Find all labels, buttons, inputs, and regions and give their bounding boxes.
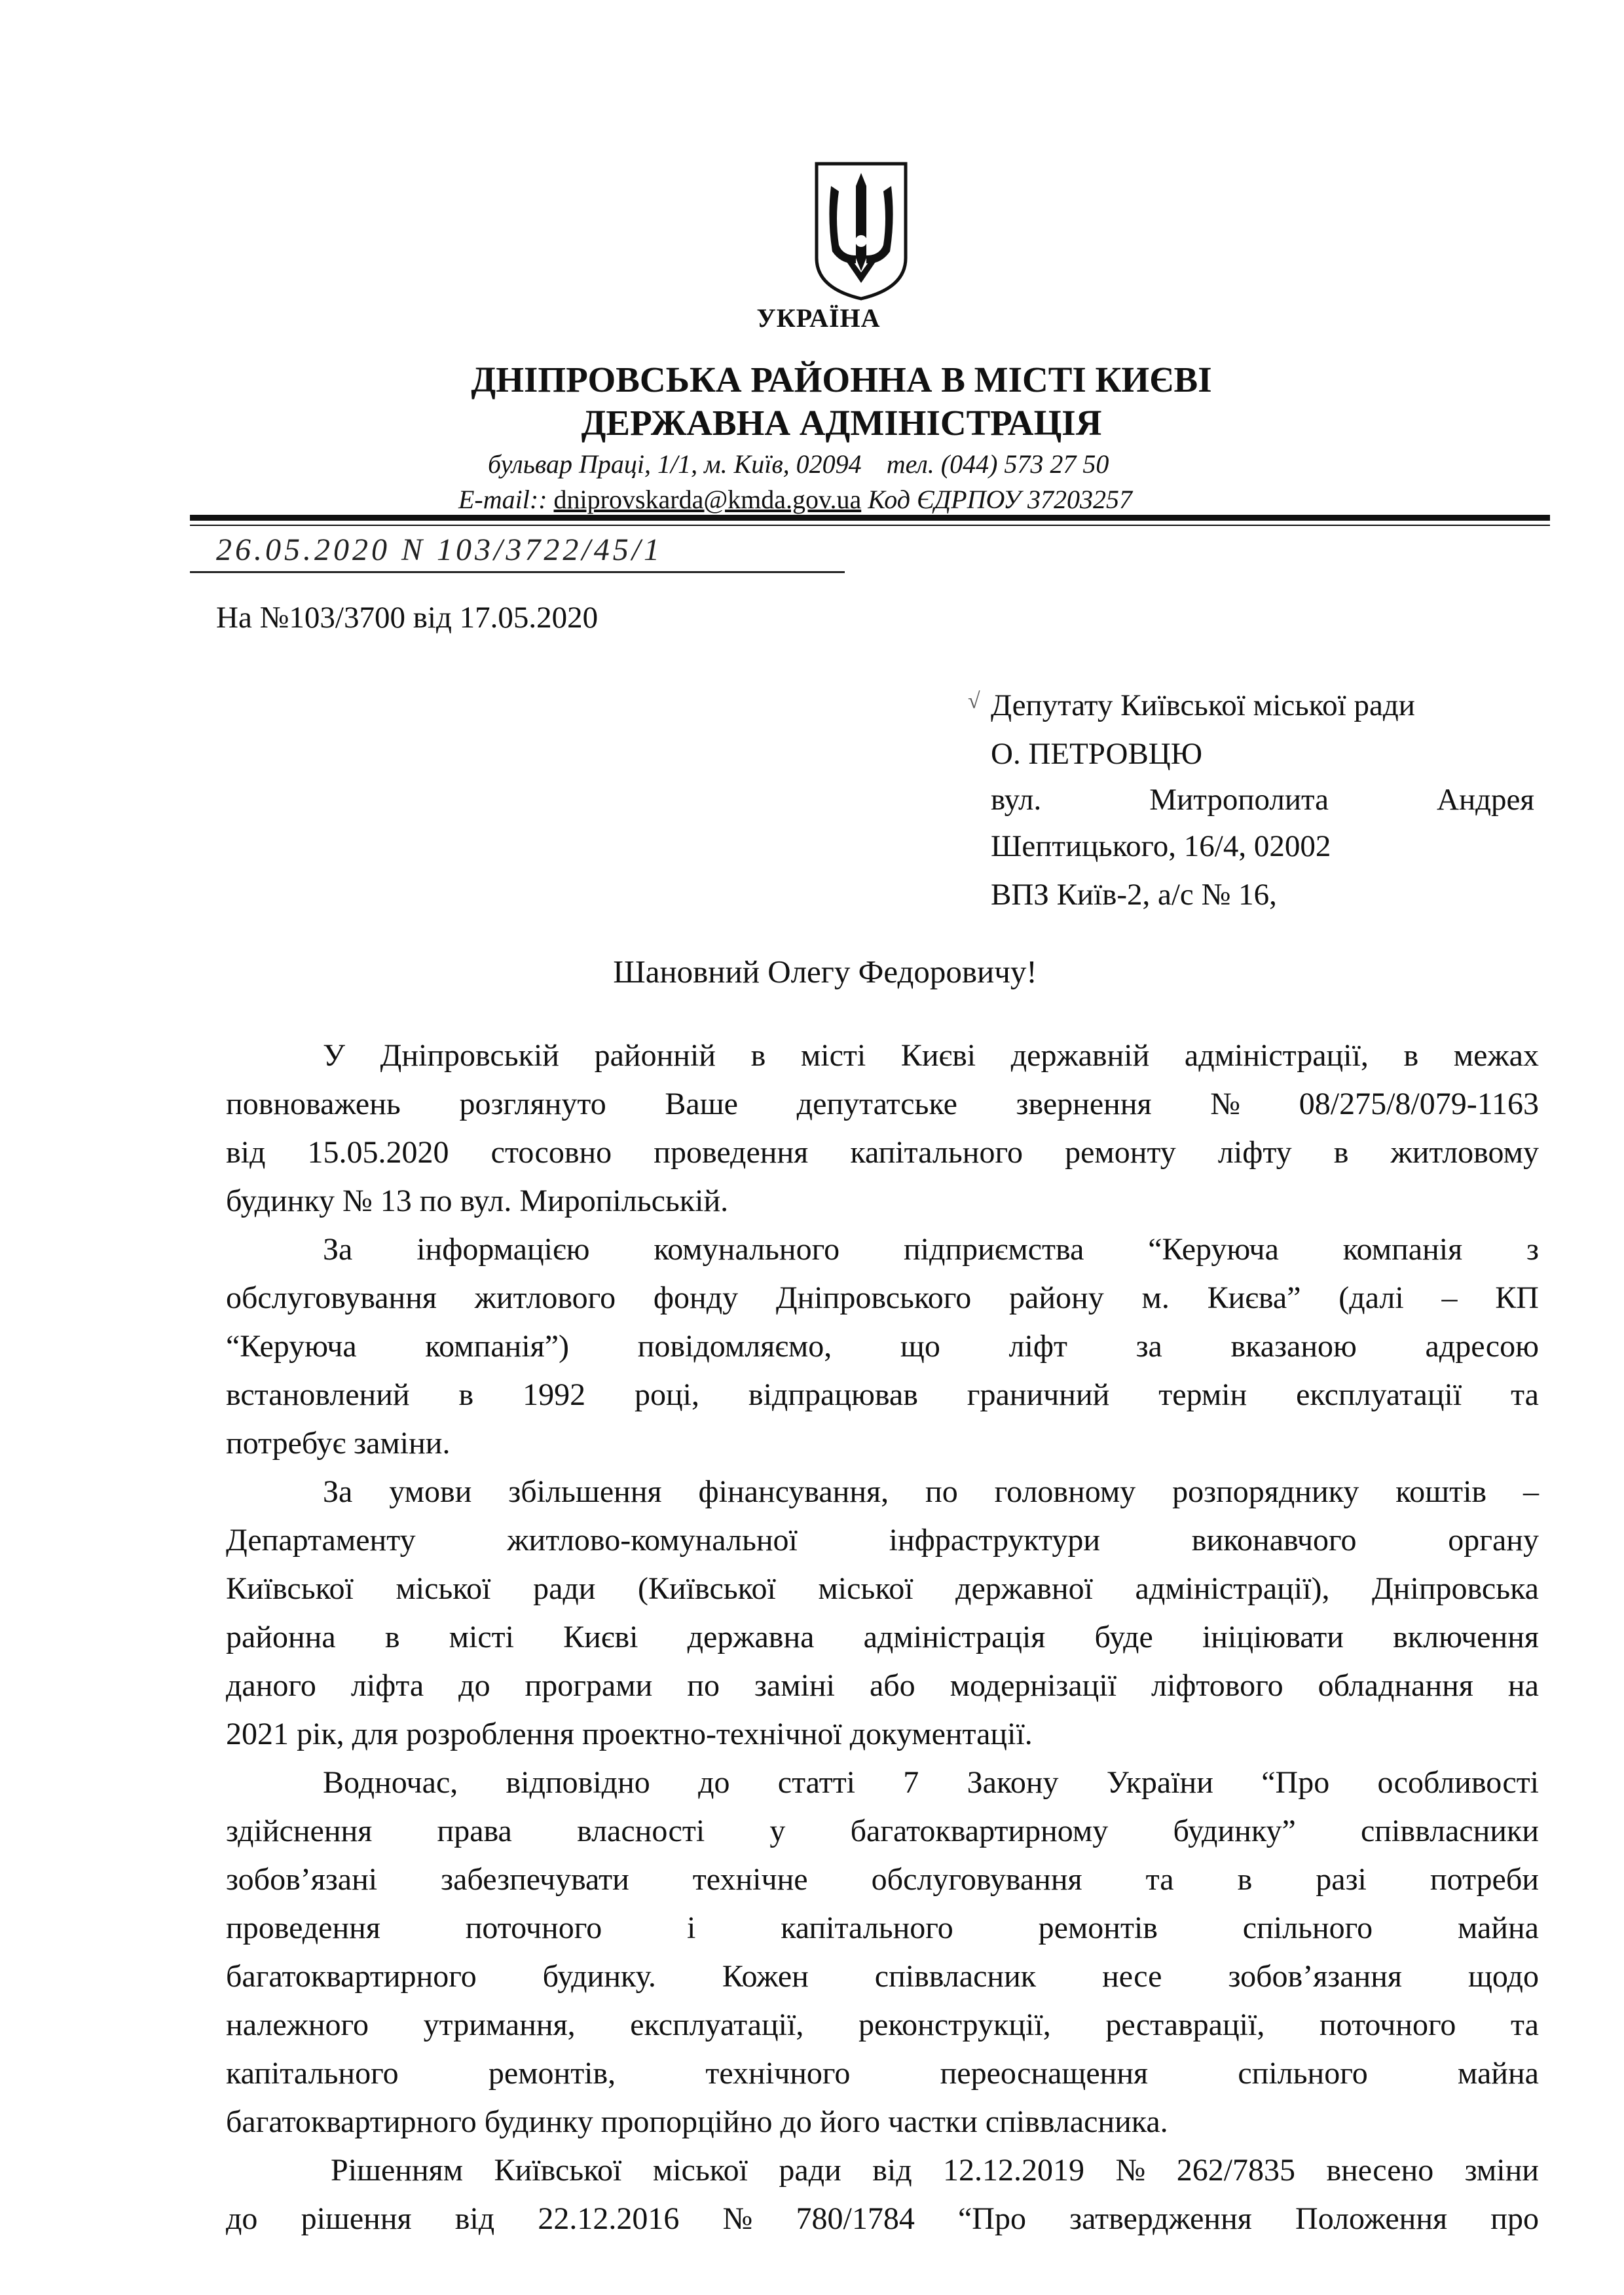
letter-body	[226, 1032, 1539, 2243]
body-word: капітального	[226, 2056, 399, 2091]
registration-underline	[190, 571, 845, 573]
body-word: комунального	[654, 1232, 840, 1267]
body-word: зобов’язання	[1228, 1959, 1402, 1994]
addressee-line: Шептицького, 16/4, 02002	[991, 829, 1331, 863]
body-line	[226, 1322, 1539, 1371]
body-word: права	[437, 1814, 512, 1848]
body-word: (далі	[1338, 1280, 1404, 1315]
body-line: будинку № 13 по вул. Миропільській.	[226, 1184, 729, 1218]
body-word: технічне	[692, 1862, 808, 1897]
organization-name-line2: ДЕРЖАВНА АДМІНІСТРАЦІЯ	[581, 403, 1102, 443]
body-word: районній	[594, 1038, 716, 1073]
body-word: 1992	[523, 1377, 586, 1412]
body-word: та	[1145, 1862, 1174, 1897]
body-word: ремонту	[1065, 1135, 1176, 1170]
body-word: щодо	[1467, 1959, 1539, 1994]
body-word: потреби	[1430, 1862, 1539, 1897]
body-word: році,	[634, 1377, 700, 1412]
body-word: Положення	[1295, 2201, 1448, 2236]
addressee-street-line	[991, 778, 1534, 822]
body-word: Дніпровська	[1372, 1571, 1539, 1606]
addressee-line: ВПЗ Київ-2, а/с № 16,	[991, 878, 1277, 912]
body-word: несе	[1102, 1959, 1162, 1994]
body-word: від	[226, 1135, 266, 1170]
body-word: “Про	[957, 2201, 1026, 2236]
body-word: за	[1135, 1329, 1162, 1364]
body-word: Дніпровського	[775, 1280, 972, 1315]
body-word: місті	[800, 1038, 866, 1073]
body-line	[226, 1613, 1539, 1662]
body-word: термін	[1158, 1377, 1247, 1412]
body-word: міської	[652, 2153, 748, 2188]
body-word: співвласники	[1361, 1814, 1539, 1848]
body-word: Дніпровській	[380, 1038, 559, 1073]
body-line	[226, 1032, 1539, 1080]
body-word: поточного	[465, 1911, 602, 1945]
body-word: затвердження	[1069, 2201, 1252, 2236]
body-line	[226, 1759, 1539, 1807]
body-word: багатоквартирного	[226, 1959, 477, 1994]
body-word: 262/7835	[1176, 2153, 1296, 2188]
body-word: що	[900, 1329, 940, 1364]
body-word: Ваше	[665, 1087, 738, 1121]
body-word: обладнання	[1318, 1668, 1473, 1703]
check-mark-icon: √	[968, 689, 980, 713]
body-word: Києва”	[1207, 1280, 1301, 1315]
organization-address: бульвар Праці, 1/1, м. Київ, 02094	[488, 449, 862, 479]
body-word: забезпечувати	[441, 1862, 629, 1897]
body-line	[226, 1371, 1539, 1419]
body-word: Київської	[494, 2153, 622, 2188]
body-word: міської	[818, 1571, 913, 1606]
body-line	[226, 1468, 1539, 1516]
body-word: місті	[449, 1620, 514, 1654]
body-line	[226, 2195, 1539, 2243]
body-word: державній	[1010, 1038, 1150, 1073]
organization-address-line	[488, 449, 1109, 479]
body-word: “Керуюча	[1148, 1232, 1279, 1267]
addressee-line: Депутату Київської міської ради	[991, 688, 1415, 722]
greeting: Шановний Олегу Федоровичу!	[613, 954, 1037, 990]
body-word: реконструкції,	[858, 2007, 1051, 2042]
body-word: модернізації	[950, 1668, 1117, 1703]
body-word: межах	[1453, 1038, 1539, 1073]
body-word: особливості	[1377, 1765, 1539, 1800]
body-word: до	[226, 2201, 258, 2236]
body-word: включення	[1393, 1620, 1539, 1654]
body-word: звернення	[1016, 1087, 1152, 1121]
body-word: у	[769, 1814, 786, 1848]
body-word: та	[1511, 1377, 1539, 1412]
body-line	[226, 2001, 1539, 2049]
body-word: багатоквартирному	[850, 1814, 1109, 1848]
body-word: ліфту	[1217, 1135, 1292, 1170]
body-word: Києві	[900, 1038, 976, 1073]
body-word: по	[687, 1668, 720, 1703]
body-word: ради	[779, 2153, 841, 2188]
body-word: житлово-комунальної	[507, 1523, 798, 1558]
body-word: Департаменту	[226, 1523, 416, 1558]
body-line: багатоквартирного будинку пропорційно до його частки співвласника.	[226, 2104, 1168, 2139]
body-word: обслуговування	[871, 1862, 1082, 1897]
body-word: в	[1403, 1038, 1419, 1073]
body-line	[226, 1952, 1539, 2001]
addressee-block	[991, 681, 1534, 919]
body-word: розпоряднику	[1172, 1474, 1359, 1509]
body-word: належного	[226, 2007, 369, 2042]
body-word: розглянуто	[459, 1087, 606, 1121]
body-word: відповідно	[506, 1765, 650, 1800]
body-word: в	[384, 1620, 400, 1654]
body-word: проведення	[654, 1135, 809, 1170]
body-word: експлуатації	[1296, 1377, 1462, 1412]
body-word: адміністрації),	[1135, 1571, 1330, 1606]
body-word: 780/1784	[796, 2201, 915, 2236]
body-word: від	[872, 2153, 912, 2188]
body-word: реставрації,	[1105, 2007, 1265, 2042]
body-word: міської	[396, 1571, 491, 1606]
body-word: ради	[533, 1571, 596, 1606]
body-word: внесено	[1326, 2153, 1434, 2188]
body-line	[226, 1274, 1539, 1322]
body-word: або	[869, 1668, 915, 1703]
body-word: капітального	[850, 1135, 1023, 1170]
body-word: Закону	[967, 1765, 1059, 1800]
body-word: про	[1490, 2201, 1539, 2236]
organization-contact-line	[458, 484, 1132, 515]
body-word: в	[750, 1038, 766, 1073]
body-word: ліфта	[350, 1668, 424, 1703]
body-word: майна	[1457, 1911, 1539, 1945]
body-word: власності	[577, 1814, 705, 1848]
body-word: ремонтів,	[488, 2056, 616, 2091]
tryzub-coat-of-arms-icon	[813, 160, 910, 303]
body-word: обслуговування	[226, 1280, 437, 1315]
body-word: до	[458, 1668, 490, 1703]
edrpou-code: Код ЄДРПОУ 37203257	[868, 485, 1132, 514]
body-word: Рішенням	[331, 2153, 464, 2188]
addressee-word: Андрея	[1437, 783, 1534, 817]
body-word: “Про	[1261, 1765, 1330, 1800]
addressee-word: вул.	[991, 783, 1042, 817]
body-word: органу	[1448, 1523, 1539, 1558]
body-word: умови	[389, 1474, 472, 1509]
body-word: експлуатації,	[630, 2007, 804, 2042]
body-word: повноважень	[226, 1087, 401, 1121]
body-word: проведення	[226, 1911, 380, 1945]
registration-number: 26.05.2020 N 103/3722/45/1	[216, 532, 663, 567]
body-word: повідомляємо,	[637, 1329, 832, 1364]
body-word: зобов’язані	[226, 1862, 378, 1897]
body-word: спільного	[1242, 1911, 1373, 1945]
body-word: 08/275/8/079-1163	[1299, 1087, 1539, 1121]
body-word: головному	[994, 1474, 1136, 1509]
body-word: району	[1009, 1280, 1104, 1315]
body-word: депутатське	[796, 1087, 957, 1121]
body-word: підприємства	[903, 1232, 1084, 1267]
body-word: –	[1441, 1280, 1458, 1315]
body-word: вказаною	[1230, 1329, 1357, 1364]
addressee-word: Митрополита	[1149, 783, 1329, 817]
body-word: №	[722, 2201, 753, 2236]
organization-phone: тел. (044) 573 27 50	[886, 449, 1109, 479]
body-word: 15.05.2020	[307, 1135, 449, 1170]
body-word: буде	[1094, 1620, 1153, 1654]
body-word: ремонтів	[1038, 1911, 1158, 1945]
body-line: потребує заміни.	[226, 1426, 451, 1461]
body-word: до	[698, 1765, 730, 1800]
body-word: статті	[777, 1765, 855, 1800]
body-word: даного	[226, 1668, 316, 1703]
body-word: ліфтового	[1151, 1668, 1283, 1703]
body-word: житловому	[1390, 1135, 1539, 1170]
body-word: коштів	[1395, 1474, 1487, 1509]
body-word: інфраструктури	[889, 1523, 1101, 1558]
body-word: граничний	[967, 1377, 1110, 1412]
body-word: стосовно	[490, 1135, 612, 1170]
body-word: 7	[903, 1765, 919, 1800]
body-word: від	[454, 2201, 495, 2236]
header-divider-thick	[190, 515, 1550, 521]
body-word: і	[687, 1911, 696, 1945]
body-word: будинку”	[1173, 1814, 1296, 1848]
body-line	[226, 1565, 1539, 1613]
body-line	[226, 1856, 1539, 1904]
body-word: У	[323, 1038, 345, 1073]
body-word: програми	[525, 1668, 653, 1703]
body-word: зміни	[1464, 2153, 1539, 2188]
body-word: Кожен	[722, 1959, 809, 1994]
body-word: рішення	[301, 2201, 412, 2236]
body-word: переоснащення	[940, 2056, 1149, 2091]
body-word: будинку.	[542, 1959, 656, 1994]
body-word: в	[1237, 1862, 1253, 1897]
email-label: E-mail::	[458, 485, 547, 514]
body-word: державна	[687, 1620, 815, 1654]
body-word: компанія	[1342, 1232, 1463, 1267]
body-word: встановлений	[226, 1377, 410, 1412]
body-word: житлового	[474, 1280, 616, 1315]
body-word: Києві	[563, 1620, 638, 1654]
body-word: фінансування,	[698, 1474, 889, 1509]
body-word: 12.12.2019	[943, 2153, 1085, 2188]
body-word: та	[1511, 2007, 1539, 2042]
body-word: на	[1507, 1668, 1539, 1703]
body-line	[226, 1129, 1539, 1177]
body-word: районна	[226, 1620, 336, 1654]
header-divider-thin	[190, 525, 1550, 526]
body-word: ініціювати	[1202, 1620, 1344, 1654]
body-word: Київської	[226, 1571, 354, 1606]
body-word: співвласник	[874, 1959, 1037, 1994]
body-word: державної	[955, 1571, 1093, 1606]
body-word: адміністрація	[863, 1620, 1046, 1654]
body-word: №	[1115, 2153, 1146, 2188]
reference-number: На №103/3700 від 17.05.2020	[216, 601, 599, 635]
body-word: адміністрації,	[1184, 1038, 1369, 1073]
body-word: разі	[1316, 1862, 1367, 1897]
body-line	[226, 2146, 1539, 2195]
body-word: технічного	[705, 2056, 851, 2091]
body-word: компанія”)	[425, 1329, 570, 1364]
email-link[interactable]: dniprovskarda@kmda.gov.ua	[553, 485, 862, 514]
body-word: 22.12.2016	[538, 2201, 680, 2236]
body-word: фонду	[653, 1280, 739, 1315]
body-line	[226, 2049, 1539, 2098]
body-word: по	[925, 1474, 958, 1509]
body-line	[226, 1516, 1539, 1565]
organization-name-line1: ДНІПРОВСЬКА РАЙОННА В МІСТІ КИЄВІ	[471, 360, 1212, 400]
body-word: поточного	[1319, 2007, 1456, 2042]
body-word: За	[323, 1474, 353, 1509]
body-word: –	[1523, 1474, 1539, 1509]
body-line	[226, 1904, 1539, 1952]
body-word: збільшення	[508, 1474, 662, 1509]
body-word: Водночас,	[323, 1765, 458, 1800]
body-word: України	[1106, 1765, 1213, 1800]
body-word: спільного	[1238, 2056, 1368, 2091]
body-word: інформацією	[416, 1232, 590, 1267]
body-word: з	[1526, 1232, 1539, 1267]
body-word: заміні	[754, 1668, 835, 1703]
body-line	[226, 1807, 1539, 1856]
body-word: адресою	[1425, 1329, 1539, 1364]
addressee-name: О. ПЕТРОВЦЮ	[991, 737, 1203, 771]
body-word: майна	[1457, 2056, 1539, 2091]
body-word: здійснення	[226, 1814, 373, 1848]
body-word: ліфт	[1008, 1329, 1067, 1364]
body-line	[226, 1225, 1539, 1274]
body-word: м.	[1141, 1280, 1170, 1315]
body-word: в	[458, 1377, 474, 1412]
body-word: За	[323, 1232, 353, 1267]
body-line	[226, 1662, 1539, 1710]
body-word: капітального	[781, 1911, 953, 1945]
body-word: утримання,	[423, 2007, 576, 2042]
body-line	[226, 1080, 1539, 1129]
body-line: 2021 рік, для розроблення проектно-технічної документації.	[226, 1717, 1033, 1751]
body-word: відпрацював	[748, 1377, 918, 1412]
country-name: УКРАЇНА	[756, 303, 881, 333]
body-word: (Київської	[638, 1571, 776, 1606]
body-word: КП	[1495, 1280, 1539, 1315]
body-word: в	[1333, 1135, 1349, 1170]
body-word: “Керуюча	[226, 1329, 357, 1364]
body-word: №	[1210, 1087, 1241, 1121]
body-word: виконавчого	[1191, 1523, 1357, 1558]
